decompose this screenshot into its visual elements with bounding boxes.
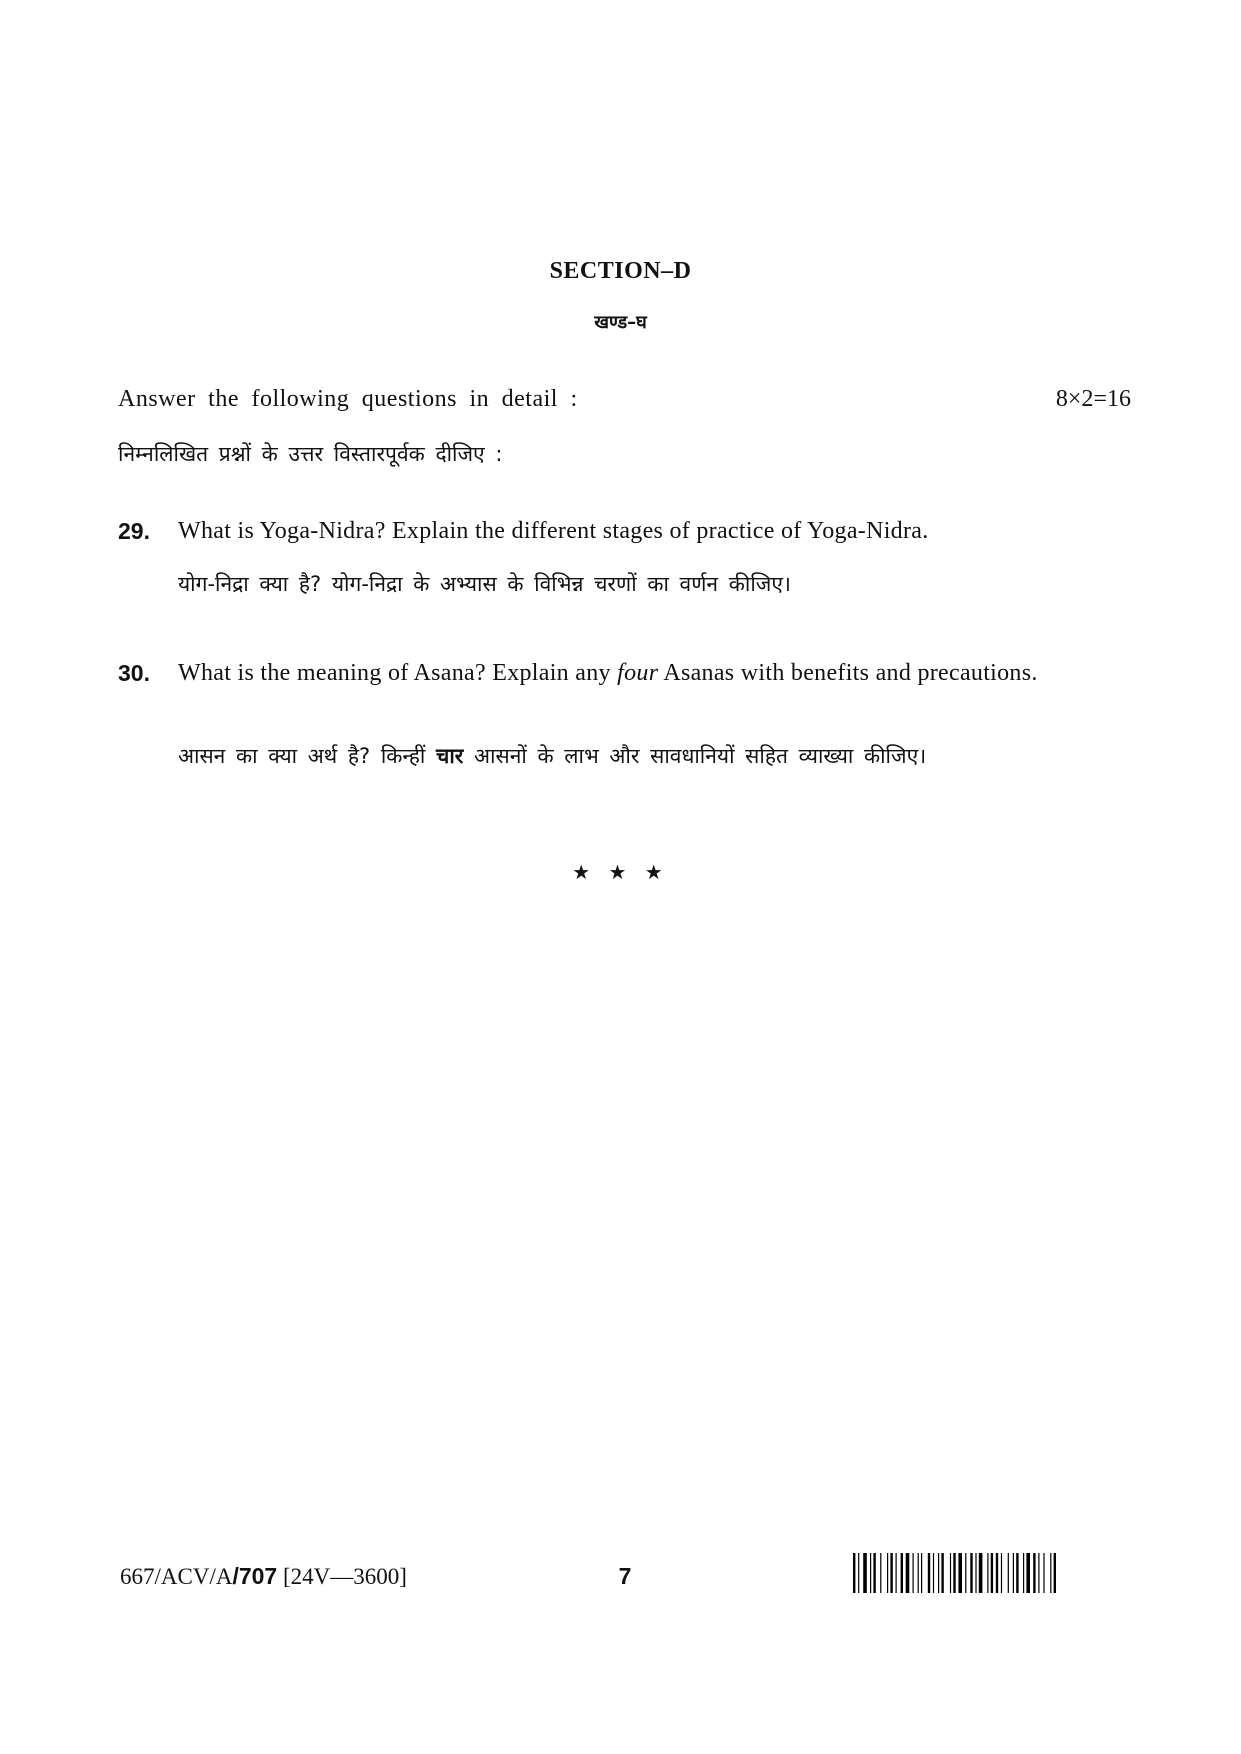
paper-code-suffix: [24V—3600] [277,1564,407,1589]
question-text-part: Asanas with benefits and precautions. [658,660,1038,686]
question-text [178,658,1088,688]
barcode-icon [853,1553,1123,1593]
instruction-english: Answer the following questions in detail : [118,386,578,412]
question-text-hindi: योग-निद्रा क्या है? योग-निद्रा के अभ्यास के विभिन्न चरणों का वर्णन कीजिए। [178,572,791,596]
marks-allocation: 8×2=16 [1055,386,1131,412]
question-text-hindi [178,742,926,770]
question-number: 29. [118,518,150,544]
question-number: 30. [118,660,150,686]
question-text-hindi-part: आसनों के लाभ और सावधानियों सहित व्याख्या कीजिए। [463,744,927,768]
paper-code [120,1563,407,1590]
section-title: SECTION–D [549,258,692,284]
paper-code-bold: /707 [232,1563,278,1589]
section-title-hindi: खण्ड–घ [594,312,647,333]
question-text: What is Yoga-Nidra? Explain the different stages of practice of Yoga-Nidra. [178,518,929,544]
page-number: 7 [618,1563,632,1589]
end-marker: ★ ★ ★ [572,860,669,884]
question-text-hindi-part: आसन का क्या अर्थ है? किन्हीं [178,744,436,768]
question-text-hindi-bold: चार [435,744,464,768]
paper-code-prefix: 667/ACV/A [120,1564,233,1589]
question-text-emphasis: four [617,660,659,686]
instruction-hindi: निम्नलिखित प्रश्नों के उत्तर विस्तारपूर्वक दीजिए : [118,442,503,466]
question-text-part: What is the meaning of Asana? Explain any [178,660,618,686]
